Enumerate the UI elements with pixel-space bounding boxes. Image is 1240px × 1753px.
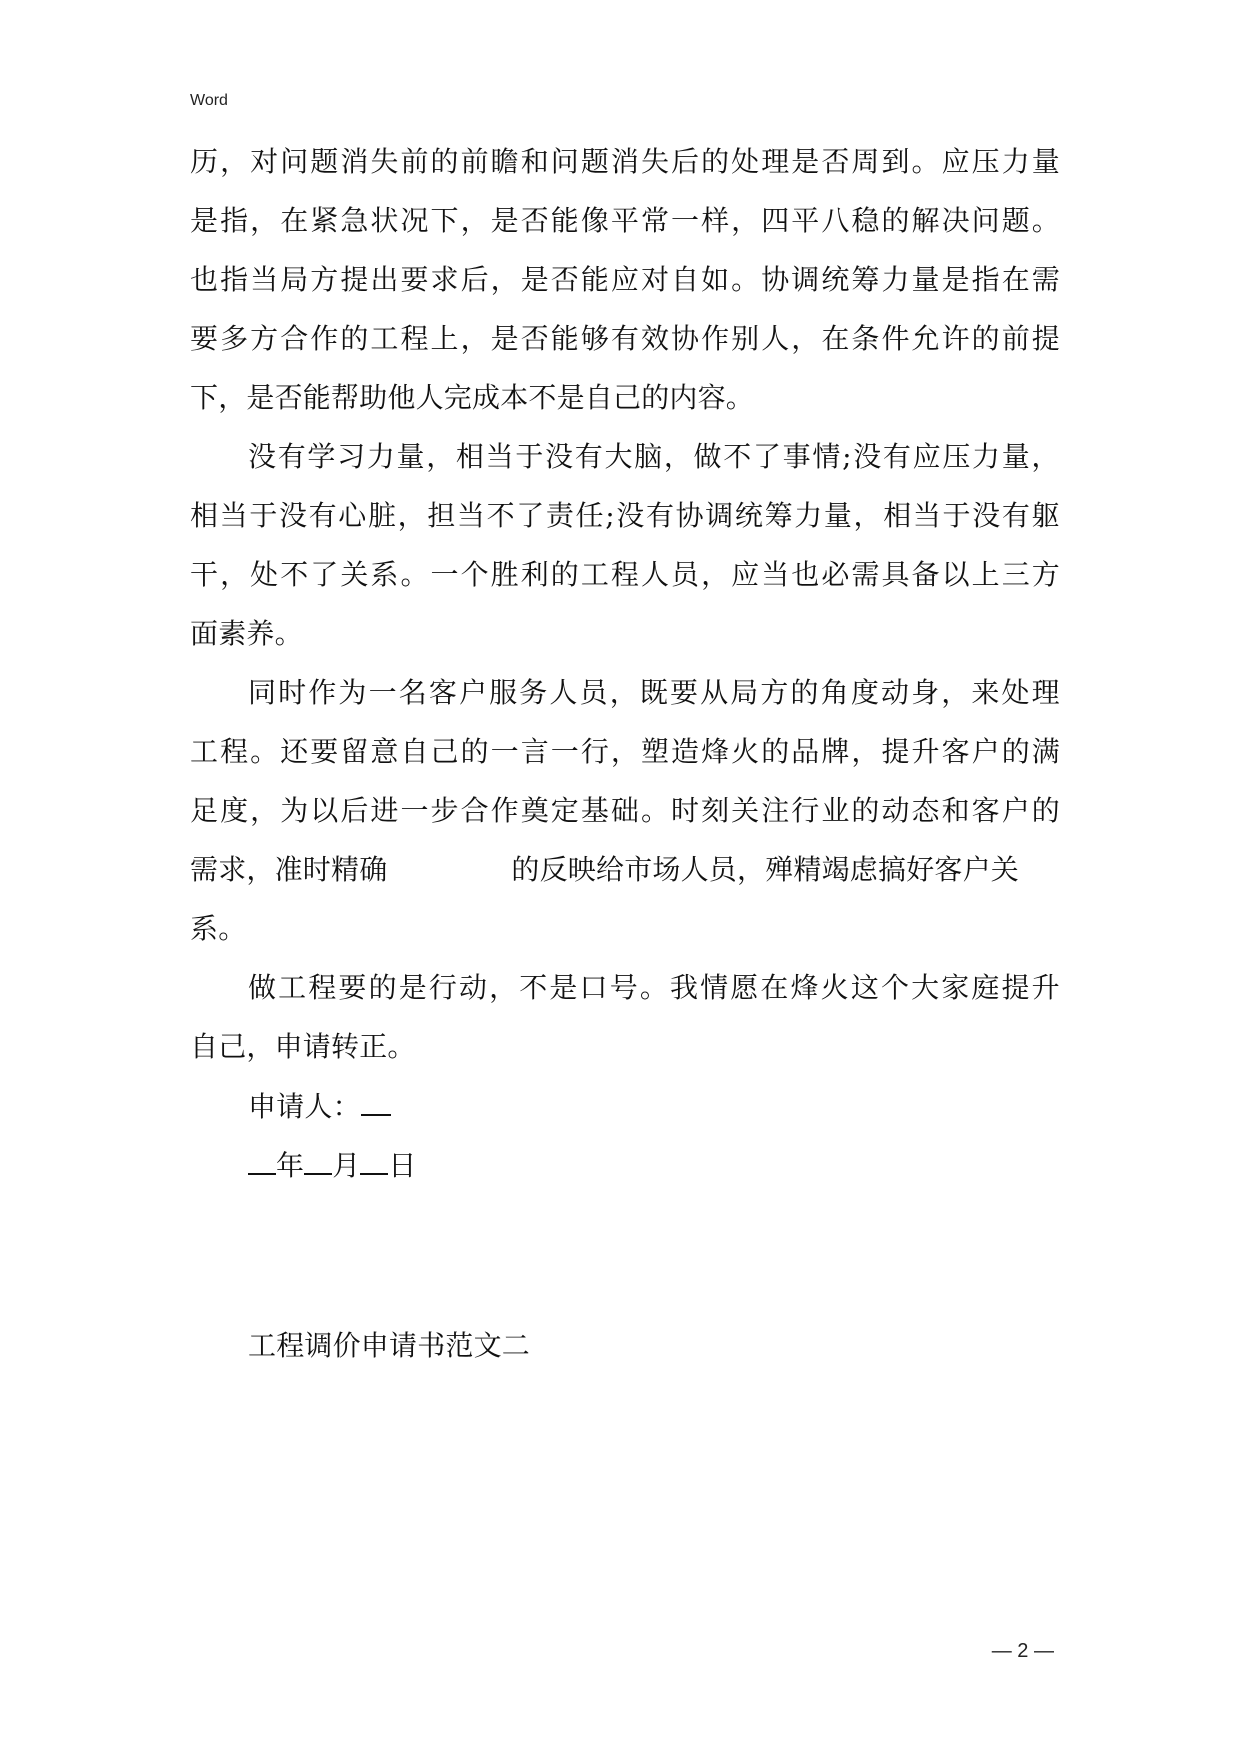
paragraph-line: 要 多 方 合 作 的 工 程 上 ， 是 否 能 够 有 效 协 作 别 人 ， 在 条 件 允 许 的 前 提 — [190, 322, 1060, 355]
paragraph-line: 下，是否能帮助他人完成本不是自己的内容。 — [190, 381, 755, 414]
section-title: 工程调价申请书范文二 — [248, 1329, 531, 1362]
day-label: 日 — [388, 1149, 417, 1182]
applicant-blank — [361, 1088, 391, 1116]
date-line — [248, 1147, 1060, 1184]
month-label: 月 — [332, 1149, 361, 1182]
paragraph-line: 自己，申请转正。 — [190, 1030, 416, 1063]
applicant-label: 申请人： — [248, 1090, 361, 1123]
paragraph-line: 相 当 于 没 有 心 脏 ， 担 当 不 了 责 任 ; 没 有 协 调 统 筹 力 量 ， 相 当 于 没 有 躯 — [190, 499, 1060, 532]
page-number: — 2 — — [991, 1640, 1054, 1662]
paragraph-line: 是 指 ， 在 紧 急 状 况 下 ， 是 否 能 像 平 常 一 样 ， 四 平 八 稳 的 解 决 问 题 。 — [190, 204, 1060, 237]
header-label: Word — [190, 92, 228, 109]
paragraph-line: 工 程 。 还 要 留 意 自 己 的 一 言 一 行 ， 塑 造 烽 火 的 品 牌 ， 提 升 客 户 的 满 — [190, 735, 1060, 768]
paragraph-line: 做 工 程 要 的 是 行 动 ， 不 是 口 号 。 我 情 愿 在 烽 火 这 个 大 家 庭 提 升 — [248, 971, 1060, 1004]
paragraph-line: 同 时 作 为 一 名 客 户 服 务 人 员 ， 既 要 从 局 方 的 角 度 动 身 ， 来 处 理 — [248, 676, 1060, 709]
paragraph-line: 足 度 ， 为 以 后 进 一 步 合 作 奠 定 基 础 。 时 刻 关 注 行 业 的 动 态 和 客 户 的 — [190, 794, 1060, 827]
paragraph-text: 的反映给市场人员，殚精竭虑搞好客户关 — [511, 853, 1020, 886]
paragraph-line: 也 指 当 局 方 提 出 要 求 后 ， 是 否 能 应 对 自 如 。 协 调 统 筹 力 量 是 指 在 需 — [190, 263, 1060, 296]
applicant-line — [248, 1088, 1060, 1125]
paragraph-line: 干 ， 处 不 了 关 系 。 一 个 胜 利 的 工 程 人 员 ， 应 当 也 必 需 具 备 以 上 三 方 — [190, 558, 1060, 591]
year-label: 年 — [276, 1149, 305, 1182]
paragraph-line: 系。 — [190, 912, 247, 945]
year-blank — [248, 1147, 276, 1175]
paragraph-text: 需求，准时精确 — [190, 853, 388, 886]
paragraph-line: 没 有 学 习 力 量 ， 相 当 于 没 有 大 脑 ， 做 不 了 事 情 ; 没 有 应 压 力 量 ， — [248, 440, 1060, 473]
month-blank — [304, 1147, 332, 1175]
paragraph-line: 历 ， 对 问 题 消 失 前 的 前 瞻 和 问 题 消 失 后 的 处 理 是 否 周 到 。 应 压 力 量 — [190, 145, 1060, 178]
day-blank — [360, 1147, 388, 1175]
paragraph-line: 面素养。 — [190, 617, 303, 650]
paragraph-line — [190, 852, 1060, 888]
